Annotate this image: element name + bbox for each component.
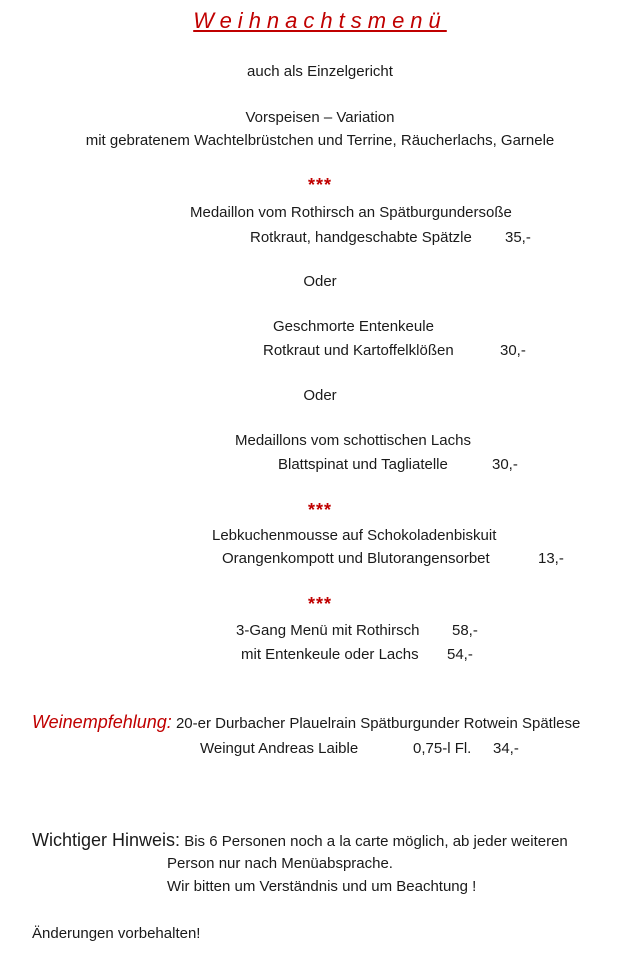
main3-line1: Medaillons vom schottischen Lachs <box>235 432 471 449</box>
wine-line1: 20-er Durbacher Plauelrain Spätburgunder Rotwein Spätlese <box>175 715 581 732</box>
dessert-line2: Orangenkompott und Blutorangensorbet <box>222 550 490 567</box>
dessert-line1: Lebkuchenmousse auf Schokoladenbiskuit <box>212 527 497 544</box>
separator-2: *** <box>307 500 332 520</box>
main1-price: 35,- <box>505 229 531 246</box>
main2-line1: Geschmorte Entenkeule <box>273 318 434 335</box>
notice-line1: Bis 6 Personen noch a la carte möglich, ab jeder weiteren <box>184 833 568 850</box>
offer1-text: 3-Gang Menü mit Rothirsch <box>236 622 420 639</box>
main3-line2: Blattspinat und Tagliatelle <box>278 456 448 473</box>
subtitle: auch als Einzelgericht <box>247 63 393 80</box>
footer-note: Änderungen vorbehalten! <box>32 925 201 942</box>
notice-label: Wichtiger Hinweis: <box>32 830 181 850</box>
main1-line2: Rotkraut, handgeschabte Spätzle <box>250 229 472 246</box>
wine-winery: Weingut Andreas Laible <box>200 740 359 757</box>
main1-line1: Medaillon vom Rothirsch an Spätburgundersoße <box>190 204 512 221</box>
wine-recommendation <box>32 712 580 733</box>
offer2-price: 54,- <box>447 646 473 663</box>
notice-line3: Wir bitten um Verständnis und um Beachtung ! <box>167 878 477 895</box>
separator-3: *** <box>307 594 332 614</box>
or-label-1: Oder <box>303 273 337 290</box>
main3-price: 30,- <box>492 456 518 473</box>
wine-size: 0,75-l Fl. <box>413 740 472 757</box>
offer1-price: 58,- <box>452 622 478 639</box>
starter-line2: mit gebratenem Wachtelbrüstchen und Terrine, Räucherlachs, Garnele <box>85 132 555 149</box>
menu-title: Weihnachtsmenü <box>193 8 447 33</box>
notice-line2: Person nur nach Menüabsprache. <box>167 855 393 872</box>
offer2-text: mit Entenkeule oder Lachs <box>241 646 419 663</box>
notice <box>32 830 568 851</box>
main2-line2: Rotkraut und Kartoffelklößen <box>263 342 454 359</box>
dessert-price: 13,- <box>538 550 564 567</box>
separator-1: *** <box>307 175 332 195</box>
starter-line1: Vorspeisen – Variation <box>245 109 395 126</box>
wine-label: Weinempfehlung: <box>32 712 172 732</box>
wine-price: 34,- <box>493 740 519 757</box>
or-label-2: Oder <box>303 387 337 404</box>
main2-price: 30,- <box>500 342 526 359</box>
